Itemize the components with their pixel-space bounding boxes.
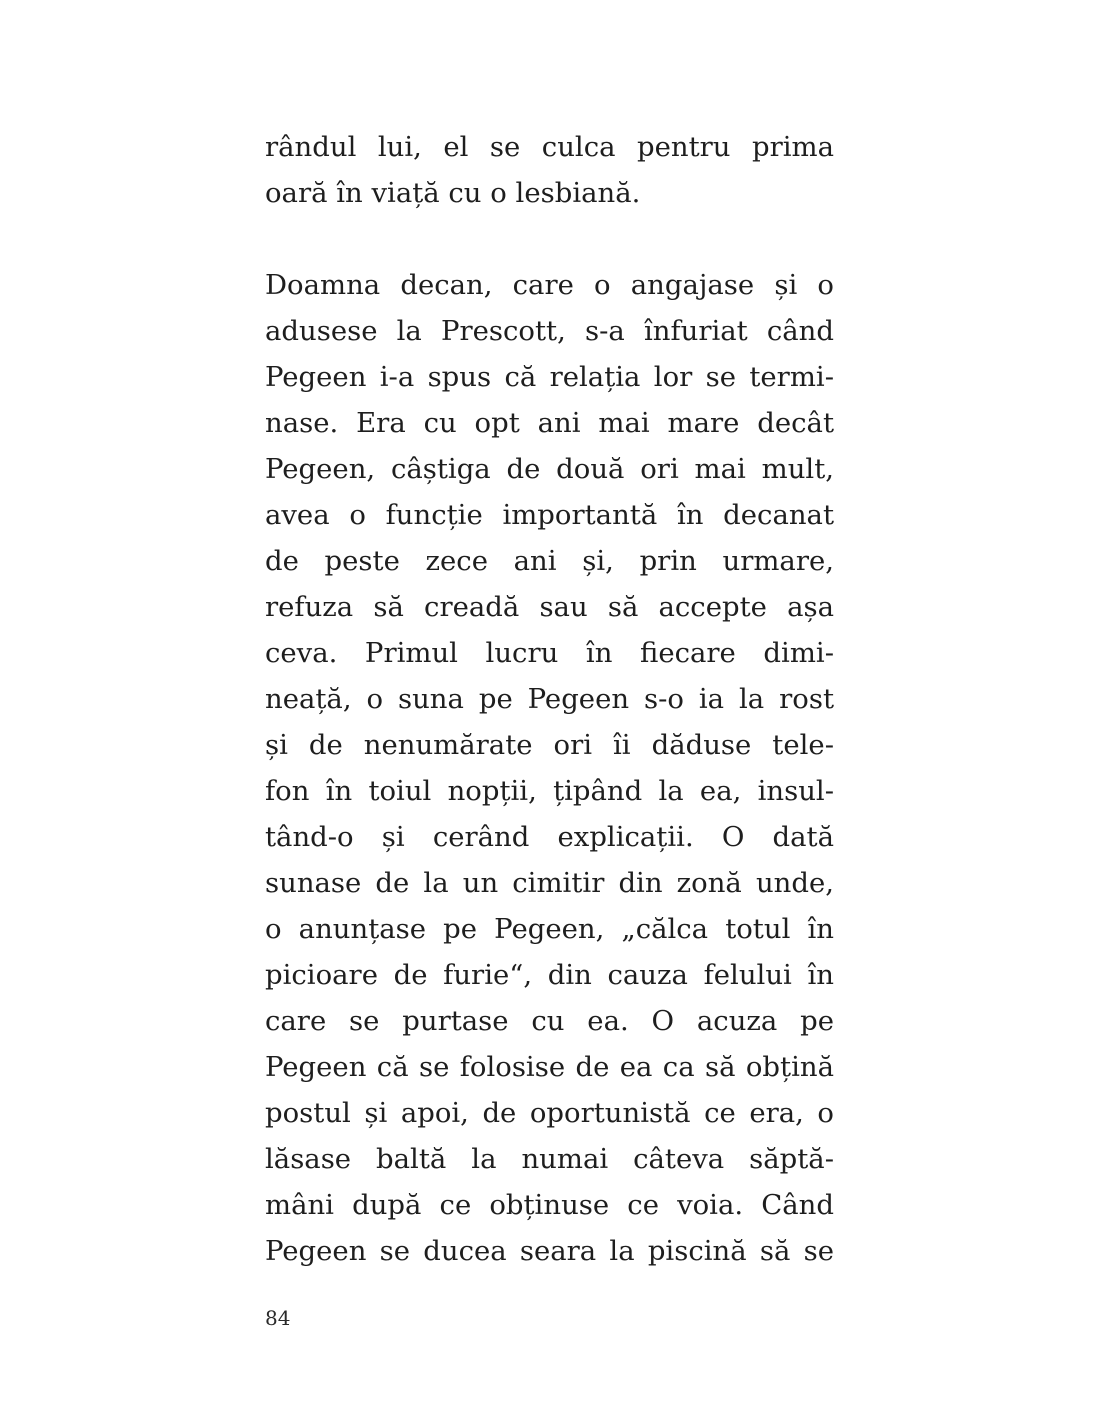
text-line: tând-o și cerând explicații. O dată — [265, 821, 834, 853]
text-line: nase. Era cu opt ani mai mare decât — [265, 407, 834, 439]
text-line: oară în viață cu o lesbiană. — [265, 177, 641, 209]
text-line: Pegeen, câștiga de două ori mai mult, — [265, 453, 834, 485]
text-line: avea o funcție importantă în decanat — [265, 499, 834, 531]
text-line: care se purtase cu ea. O acuza pe — [265, 1005, 834, 1037]
text-line: Pegeen că se folosise de ea ca să obțină — [265, 1051, 834, 1083]
text-line: refuza să creadă sau să accepte așa — [265, 591, 834, 623]
text-line: Doamna decan, care o angajase și o — [265, 269, 834, 301]
text-line: postul și apoi, de oportunistă ce era, o — [265, 1097, 834, 1129]
text-line: lăsase baltă la numai câteva săptă- — [265, 1143, 834, 1175]
page-number: 84 — [265, 1306, 291, 1330]
text-line: picioare de furie“, din cauza felului în — [265, 959, 834, 991]
text-line: mâni după ce obținuse ce voia. Când — [265, 1189, 834, 1221]
text-line: Pegeen i-a spus că relația lor se termi- — [265, 361, 834, 393]
text-line: adusese la Prescott, s-a înfuriat când — [265, 315, 834, 347]
paragraph-2 — [265, 262, 834, 1274]
text-line: neață, o suna pe Pegeen s-o ia la rost — [265, 683, 834, 715]
text-line: ceva. Primul lucru în fiecare dimi- — [265, 637, 834, 669]
text-line: sunase de la un cimitir din zonă unde, — [265, 867, 834, 899]
text-line: fon în toiul nopții, țipând la ea, insul- — [265, 775, 834, 807]
text-line: de peste zece ani și, prin urmare, — [265, 545, 834, 577]
text-line: o anunțase pe Pegeen, „călca totul în — [265, 913, 834, 945]
text-line: Pegeen se ducea seara la piscină să se — [265, 1235, 834, 1267]
paragraph-1 — [265, 124, 834, 216]
text-line: rândul lui, el se culca pentru prima — [265, 131, 834, 163]
text-line: și de nenumărate ori îi dăduse tele- — [265, 729, 834, 761]
